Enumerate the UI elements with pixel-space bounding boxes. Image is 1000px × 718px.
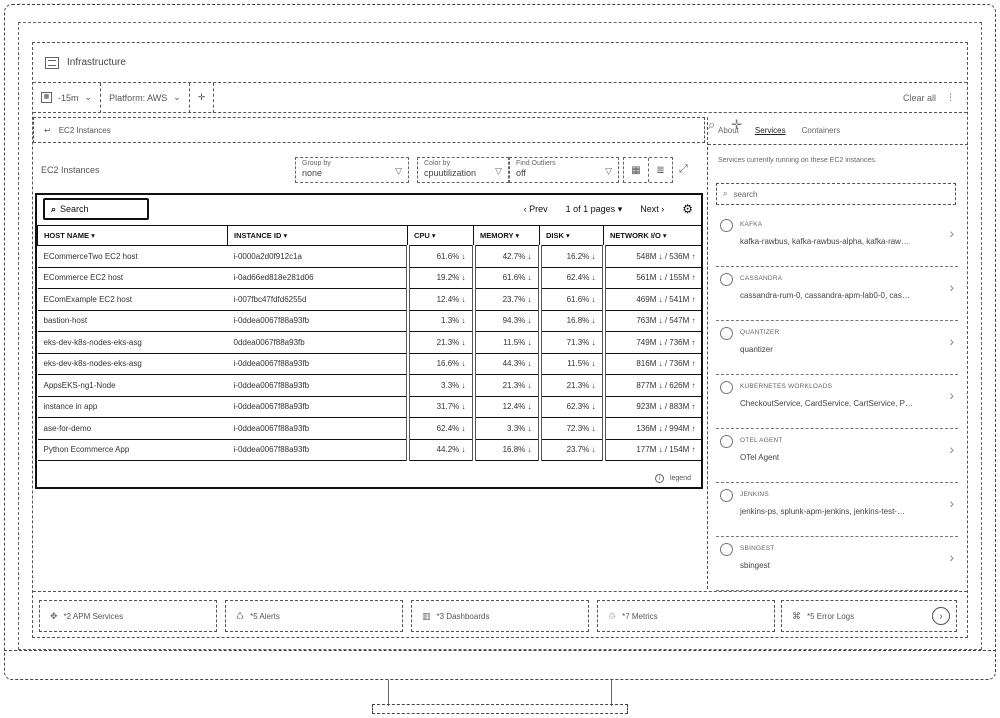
view-toggle xyxy=(623,157,673,183)
chevron-right-icon[interactable]: › xyxy=(949,549,954,565)
instance-id-cell: i-0000a2d0f912c1a xyxy=(228,246,408,268)
cpu-cell: 12.4% ↓ xyxy=(408,289,474,311)
cpu-cell: 61.6% ↓ xyxy=(408,246,474,268)
chevron-down-icon: ▽ xyxy=(605,166,612,176)
service-status-icon xyxy=(720,435,733,448)
disk-cell: 62.4% ↓ xyxy=(540,267,604,289)
service-description: OTel Agent xyxy=(740,453,780,462)
chevron-down-icon: ▽ xyxy=(395,166,402,176)
monitor-stand-foot xyxy=(372,704,628,714)
group-by-value: none xyxy=(302,168,323,178)
app-menu-icon[interactable] xyxy=(45,57,59,69)
chevron-right-icon[interactable]: › xyxy=(949,495,954,511)
host-name-cell: eks-dev-k8s-nodes-eks-asg xyxy=(38,332,228,354)
instance-id-cell: i-0ddea0067f88a93fb xyxy=(228,396,408,418)
group-by-label: Group by xyxy=(302,160,331,167)
add-filter-button[interactable] xyxy=(190,83,215,113)
instance-id-cell: i-0ddea0067f88a93fb xyxy=(228,353,408,375)
memory-cell: 3.3% ↓ xyxy=(474,418,540,440)
service-description: quantizer xyxy=(740,345,773,354)
chevron-down-icon: ⌄ xyxy=(173,92,181,102)
service-description: CheckoutService, CardService, CartService, P… xyxy=(740,399,913,408)
table-search-input[interactable] xyxy=(43,198,149,220)
section-title: EC2 Instances xyxy=(41,165,100,175)
time-range-filter[interactable] xyxy=(33,83,101,113)
service-list-item[interactable] xyxy=(716,483,958,537)
table-row[interactable] xyxy=(38,310,702,332)
group-by-dropdown[interactable] xyxy=(295,157,409,183)
metrics-icon: ♲ xyxy=(608,610,617,621)
host-name-cell: instance in app xyxy=(38,396,228,418)
cpu-cell: 31.7% ↓ xyxy=(408,396,474,418)
platform-filter[interactable] xyxy=(101,83,190,113)
column-header-label: HOST NAME xyxy=(44,231,89,240)
chevron-right-icon[interactable]: › xyxy=(949,387,954,403)
instance-id-cell: i-0ddea0067f88a93fb xyxy=(228,418,408,440)
disk-cell: 71.3% ↓ xyxy=(540,332,604,354)
cpu-cell: 16.6% ↓ xyxy=(408,353,474,375)
search-icon: ⌕ xyxy=(51,203,57,214)
find-outliers-label: Find Outliers xyxy=(516,160,556,167)
column-header[interactable]: NETWORK I/O ▾ xyxy=(604,226,702,246)
table-row[interactable] xyxy=(38,267,702,289)
tab-containers[interactable]: Containers xyxy=(801,126,841,135)
table-row[interactable] xyxy=(38,332,702,354)
memory-cell: 94.3% ↓ xyxy=(474,310,540,332)
apm-services-label: *2 APM Services xyxy=(63,611,124,621)
instances-table-panel xyxy=(35,193,703,489)
column-header[interactable]: MEMORY ▾ xyxy=(474,226,540,246)
table-row[interactable] xyxy=(38,353,702,375)
settings-icon[interactable]: ⚙ xyxy=(682,202,693,216)
apm-services-card[interactable] xyxy=(39,600,217,632)
network-io-cell: 749M ↓ / 736M ↑ xyxy=(604,332,702,354)
dashboards-label: *3 Dashboards xyxy=(436,611,490,621)
back-arrow-icon[interactable]: ↩ xyxy=(44,125,51,135)
service-name: QUANTIZER xyxy=(740,329,780,336)
network-io-cell: 923M ↓ / 883M ↑ xyxy=(604,396,702,418)
pagination xyxy=(524,195,693,223)
error-logs-label: *5 Error Logs xyxy=(807,611,855,621)
service-description: sbingest xyxy=(740,561,770,570)
metrics-card[interactable] xyxy=(597,600,775,632)
column-header[interactable]: INSTANCE ID ▾ xyxy=(228,226,408,246)
instance-id-cell: i-0ddea0067f88a93fb xyxy=(228,439,408,461)
cpu-cell: 1.3% ↓ xyxy=(408,310,474,332)
column-header[interactable]: DISK ▾ xyxy=(540,226,604,246)
tab-services[interactable]: Services xyxy=(754,126,786,135)
network-io-cell: 816M ↓ / 736M ↑ xyxy=(604,353,702,375)
monitor-chin xyxy=(4,650,996,680)
service-name: CASSANDRA xyxy=(740,275,783,282)
find-outliers-value: off xyxy=(516,168,526,178)
service-status-icon xyxy=(720,381,733,394)
service-status-icon xyxy=(720,273,733,286)
legend-label: legend xyxy=(669,475,691,482)
alerts-label: *5 Alerts xyxy=(250,611,280,621)
host-name-cell: ase-for-demo xyxy=(38,418,228,440)
network-io-cell: 877M ↓ / 626M ↑ xyxy=(604,375,702,397)
add-icon[interactable]: ✛ xyxy=(731,117,743,132)
disk-cell: 21.3% ↓ xyxy=(540,375,604,397)
services-search-input[interactable] xyxy=(716,183,956,205)
next-label: Next xyxy=(640,204,659,214)
service-list-item[interactable] xyxy=(716,537,958,591)
host-name-cell: AppsEKS-ng1-Node xyxy=(38,375,228,397)
time-range-value: -15m xyxy=(58,92,79,103)
service-list-item[interactable] xyxy=(716,321,958,375)
add-filter-icon: ✛ xyxy=(197,92,206,102)
next-page-button[interactable]: Next › xyxy=(640,204,665,214)
memory-cell: 23.7% ↓ xyxy=(474,289,540,311)
service-name: KAFKA xyxy=(740,221,763,228)
network-io-cell: 763M ↓ / 547M ↑ xyxy=(604,310,702,332)
disk-cell: 16.8% ↓ xyxy=(540,310,604,332)
host-name-cell: EComExample EC2 host xyxy=(38,289,228,311)
apm-services-icon: ✥ xyxy=(50,610,58,621)
page-selector[interactable]: 1 of 1 pages ▾ xyxy=(565,203,623,214)
table-row[interactable] xyxy=(38,418,702,440)
disk-cell: 16.2% ↓ xyxy=(540,246,604,268)
memory-cell: 42.7% ↓ xyxy=(474,246,540,268)
column-header-label: MEMORY xyxy=(480,231,514,240)
column-header[interactable]: HOST NAME ▾ xyxy=(38,226,228,246)
cpu-cell: 62.4% ↓ xyxy=(408,418,474,440)
page-info: 1 of 1 pages xyxy=(565,203,616,214)
app-title: Infrastructure xyxy=(67,57,126,68)
service-description: kafka-rawbus, kafka-rawbus-alpha, kafka-raw… xyxy=(740,237,909,246)
host-name-cell: ECommerce EC2 host xyxy=(38,267,228,289)
service-list-item[interactable] xyxy=(716,267,958,321)
network-io-cell: 548M ↓ / 536M ↑ xyxy=(604,246,702,268)
table-search-placeholder: Search xyxy=(60,204,89,214)
cpu-cell: 19.2% ↓ xyxy=(408,267,474,289)
service-description: jenkins-ps, splunk-apm-jenkins, jenkins-test-… xyxy=(740,507,905,516)
alerts-card[interactable] xyxy=(225,600,403,632)
disk-cell: 61.6% ↓ xyxy=(540,289,604,311)
app-screen xyxy=(32,42,968,638)
memory-cell: 12.4% ↓ xyxy=(474,396,540,418)
service-status-icon xyxy=(720,219,733,232)
memory-cell: 61.6% ↓ xyxy=(474,267,540,289)
search-icon[interactable]: ⌕ xyxy=(708,117,716,132)
color-by-value: cpuutilization xyxy=(424,168,477,178)
side-panel xyxy=(707,117,967,589)
calendar-icon: ▦ xyxy=(41,92,52,103)
find-outliers-dropdown[interactable] xyxy=(509,157,619,183)
prev-label: Prev xyxy=(529,204,548,214)
breadcrumb-current: EC2 Instances xyxy=(58,125,111,135)
platform-filter-value: Platform: AWS xyxy=(109,92,168,103)
services-search-placeholder: search xyxy=(733,189,758,199)
table-row[interactable] xyxy=(38,246,702,268)
disk-cell: 62.3% ↓ xyxy=(540,396,604,418)
service-status-icon xyxy=(720,489,733,502)
list-view-icon[interactable]: ≣ xyxy=(648,158,672,182)
more-options-icon[interactable]: ⋮ xyxy=(946,92,955,102)
table-row[interactable] xyxy=(38,396,702,418)
column-header-label: INSTANCE ID xyxy=(234,231,282,240)
dashboards-icon: ▥ xyxy=(422,610,431,621)
search-icon: ⌕ xyxy=(723,189,728,198)
alerts-icon: ♺ xyxy=(236,610,245,621)
table-row[interactable] xyxy=(38,375,702,397)
chevron-right-icon[interactable]: › xyxy=(949,225,954,241)
tab-about[interactable]: About xyxy=(718,126,739,135)
chevron-right-icon[interactable]: › xyxy=(932,607,950,625)
column-header-label: NETWORK I/O xyxy=(610,231,661,240)
table-toolbar xyxy=(37,195,701,223)
chevron-right-icon[interactable]: › xyxy=(949,333,954,349)
table-row[interactable] xyxy=(38,289,702,311)
prev-page-button[interactable]: ‹ Prev xyxy=(523,204,548,214)
service-name: SBINGEST xyxy=(740,545,775,552)
service-list-item[interactable] xyxy=(716,375,958,429)
instance-id-cell: i-0ad66ed818e281d06 xyxy=(228,267,408,289)
column-header-label: DISK xyxy=(546,231,564,240)
bottom-summary-bar xyxy=(33,591,967,637)
column-header[interactable]: CPU ▾ xyxy=(408,226,474,246)
host-name-cell: bastion-host xyxy=(38,310,228,332)
filter-bar xyxy=(33,83,967,113)
error-logs-card[interactable] xyxy=(781,600,957,632)
service-list-item[interactable] xyxy=(716,429,958,483)
table-row[interactable] xyxy=(38,439,702,461)
service-list-item[interactable] xyxy=(716,213,958,267)
monitor-stand-neck xyxy=(388,680,612,706)
network-io-cell: 177M ↓ / 154M ↑ xyxy=(604,439,702,461)
memory-cell: 44.3% ↓ xyxy=(474,353,540,375)
disk-cell: 23.7% ↓ xyxy=(540,439,604,461)
disk-cell: 11.5% ↓ xyxy=(540,353,604,375)
legend-toggle[interactable] xyxy=(655,474,691,483)
metrics-label: *7 Metrics xyxy=(622,611,658,621)
color-by-dropdown[interactable] xyxy=(417,157,509,183)
network-io-cell: 136M ↓ / 994M ↑ xyxy=(604,418,702,440)
main-content xyxy=(33,117,705,589)
error-logs-icon: ⌘ xyxy=(792,610,801,621)
network-io-cell: 561M ↓ / 155M ↑ xyxy=(604,267,702,289)
cpu-cell: 44.2% ↓ xyxy=(408,439,474,461)
memory-cell: 21.3% ↓ xyxy=(474,375,540,397)
instances-table xyxy=(37,225,702,461)
memory-cell: 16.8% ↓ xyxy=(474,439,540,461)
table-header-row xyxy=(38,226,702,246)
breadcrumb xyxy=(33,117,705,143)
instance-id-cell: i-0ddea0067f88a93fb xyxy=(228,375,408,397)
cpu-cell: 3.3% ↓ xyxy=(408,375,474,397)
dashboards-card[interactable] xyxy=(411,600,589,632)
expand-icon[interactable]: ⤢ xyxy=(679,163,688,175)
service-status-icon xyxy=(720,327,733,340)
service-name: KUBERNETES WORKLOADS xyxy=(740,383,833,390)
side-panel-tabs xyxy=(708,117,968,145)
host-name-cell: ECommerceTwo EC2 host xyxy=(38,246,228,268)
side-panel-description: Services currently running on these EC2 instances. xyxy=(718,157,877,164)
service-name: OTEL AGENT xyxy=(740,437,783,444)
network-io-cell: 469M ↓ / 541M ↑ xyxy=(604,289,702,311)
instance-id-cell: i-0ddea0067f88a93fb xyxy=(228,310,408,332)
color-by-label: Color by xyxy=(424,160,451,167)
chevron-down-icon: ⌄ xyxy=(84,92,93,102)
service-name: JENKINS xyxy=(740,491,769,498)
service-status-icon xyxy=(720,543,733,556)
memory-cell: 11.5% ↓ xyxy=(474,332,540,354)
disk-cell: 72.3% ↓ xyxy=(540,418,604,440)
service-description: cassandra-rum-0, cassandra-apm-lab0-0, cas… xyxy=(740,291,910,300)
chevron-right-icon[interactable]: › xyxy=(949,441,954,457)
instance-id-cell: i-007fbc47fdfd6255d xyxy=(228,289,408,311)
chevron-down-icon: ▽ xyxy=(495,166,502,176)
column-header-label: CPU xyxy=(414,231,430,240)
clear-all-link[interactable]: Clear all xyxy=(902,92,936,103)
chevron-right-icon[interactable]: › xyxy=(949,279,954,295)
instance-id-cell: 0ddea0067f88a93fb xyxy=(228,332,408,354)
cpu-cell: 21.3% ↓ xyxy=(408,332,474,354)
grid-view-icon[interactable]: ▦ xyxy=(631,164,641,176)
info-icon: i xyxy=(655,474,664,483)
host-name-cell: Python Ecommerce App xyxy=(38,439,228,461)
host-name-cell: eks-dev-k8s-nodes-eks-asg xyxy=(38,353,228,375)
